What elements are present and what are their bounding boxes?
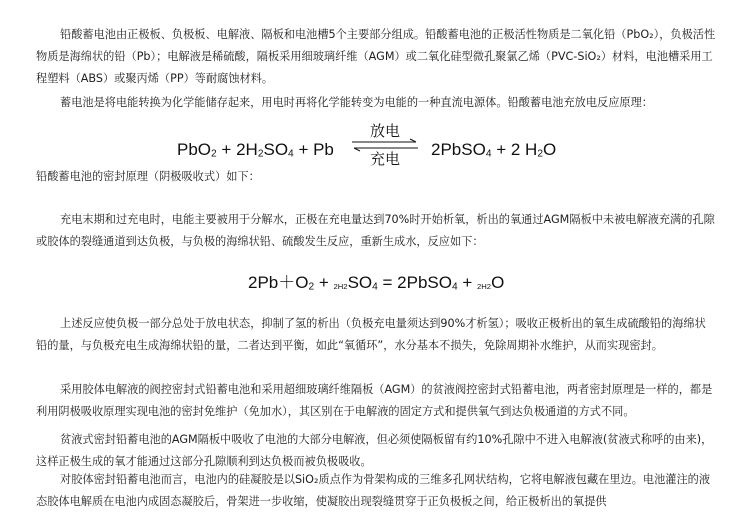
paragraph-sealing-heading: 铅酸蓄电池的密封原理（阴极吸收式）如下： [36, 170, 260, 183]
equation-reactants: $PbO_2 + 2H_2SO_4 + Pb$ [177, 140, 334, 160]
paragraph-oxygen-cycle: 上述反应使负极一部分总处于放电状态，抑制了氢的析出（负极充电量须达到90%才析氢）；吸收正极析出的氧生成硫酸铅的海绵状铅的量，与负极充电生成海绵状铅的量，二者达到平衡，如此“氧循环”，水分基本不损失，免除周期补水维护，从而实现密封。 [36, 317, 706, 352]
discharge-label: 放电 [369, 122, 400, 140]
equation-products: 2PbSO$_4$ + 2 $H_2O$ [431, 140, 557, 160]
oxygen-recombination-equation: $2Pb+O_2 + 2H2SO_4$ = 2PbSO$_4$ + 2H2O [248, 273, 505, 293]
paragraph-gel-battery: 对胶体密封铅蓄电池而言，电池内的硅凝胶是以SiO₂质点作为骨架构成的三维多孔网状结构，它将电解液包藏在里边。电池灌注的液态胶体电解质在电池内成固态凝胶后，骨架进一步收缩，使凝胶出现裂缝贯穿于正负极板之间，给正极析出的氧提供 [36, 473, 711, 508]
charge-label: 充电 [369, 150, 400, 168]
paragraph-starved-electrolyte: 贫液式密封铅蓄电池的AGM隔板中吸收了电池的大部分电解液，但必须使隔板留有约10%孔隙中不进入电解液(贫液式称呼的由来)，这样正极生成的氧才能通过这部分孔隙顺利到达负极而被负极吸收。 [36, 433, 713, 468]
paragraph-energy-conversion: 蓄电池是将电能转换为化学能储存起来，用电时再将化学能转变为电能的一种直流电源体。铅酸蓄电池充放电反应原理： [60, 96, 653, 109]
paragraph-oxygen-evolution: 充电末期和过充电时，电能主要被用于分解水，正极在充电量达到70%时开始析氧，析出的氧通过AGM隔板中未被电解液充满的孔隙或胶体的裂缝通道到达负极，与负极的海绵状铅、硫酸发生反应，重新生成水，反应如下： [36, 213, 715, 248]
paragraph-gel-vs-agm: 采用胶体电解液的阀控密封式铅蓄电池和采用超细玻璃纤维隔板（AGM）的贫液阀控密封式铅蓄电池，两者密封原理是一样的，都是利用阴极吸收原理实现电池的密封免维护（免加水），其区别在于电解液的固定方式和提供氧气到达负极通道的方式不同。 [36, 383, 713, 418]
paragraph-composition: 铅酸蓄电池由正极板、负极板、电解液、隔板和电池槽5个主要部分组成。铅酸蓄电池的正极活性物质是二氧化铅（PbO₂），负极活性物质是海绵状的铅（Pb）；电解液是稀硫酸，隔板采用细玻璃纤维（AGM）或二氧化硅型微孔聚氯乙烯（PVC-SiO₂）材料，电池槽采用工程塑料（ABS）或聚丙烯（PP）等耐腐蚀材料。 [36, 28, 716, 85]
